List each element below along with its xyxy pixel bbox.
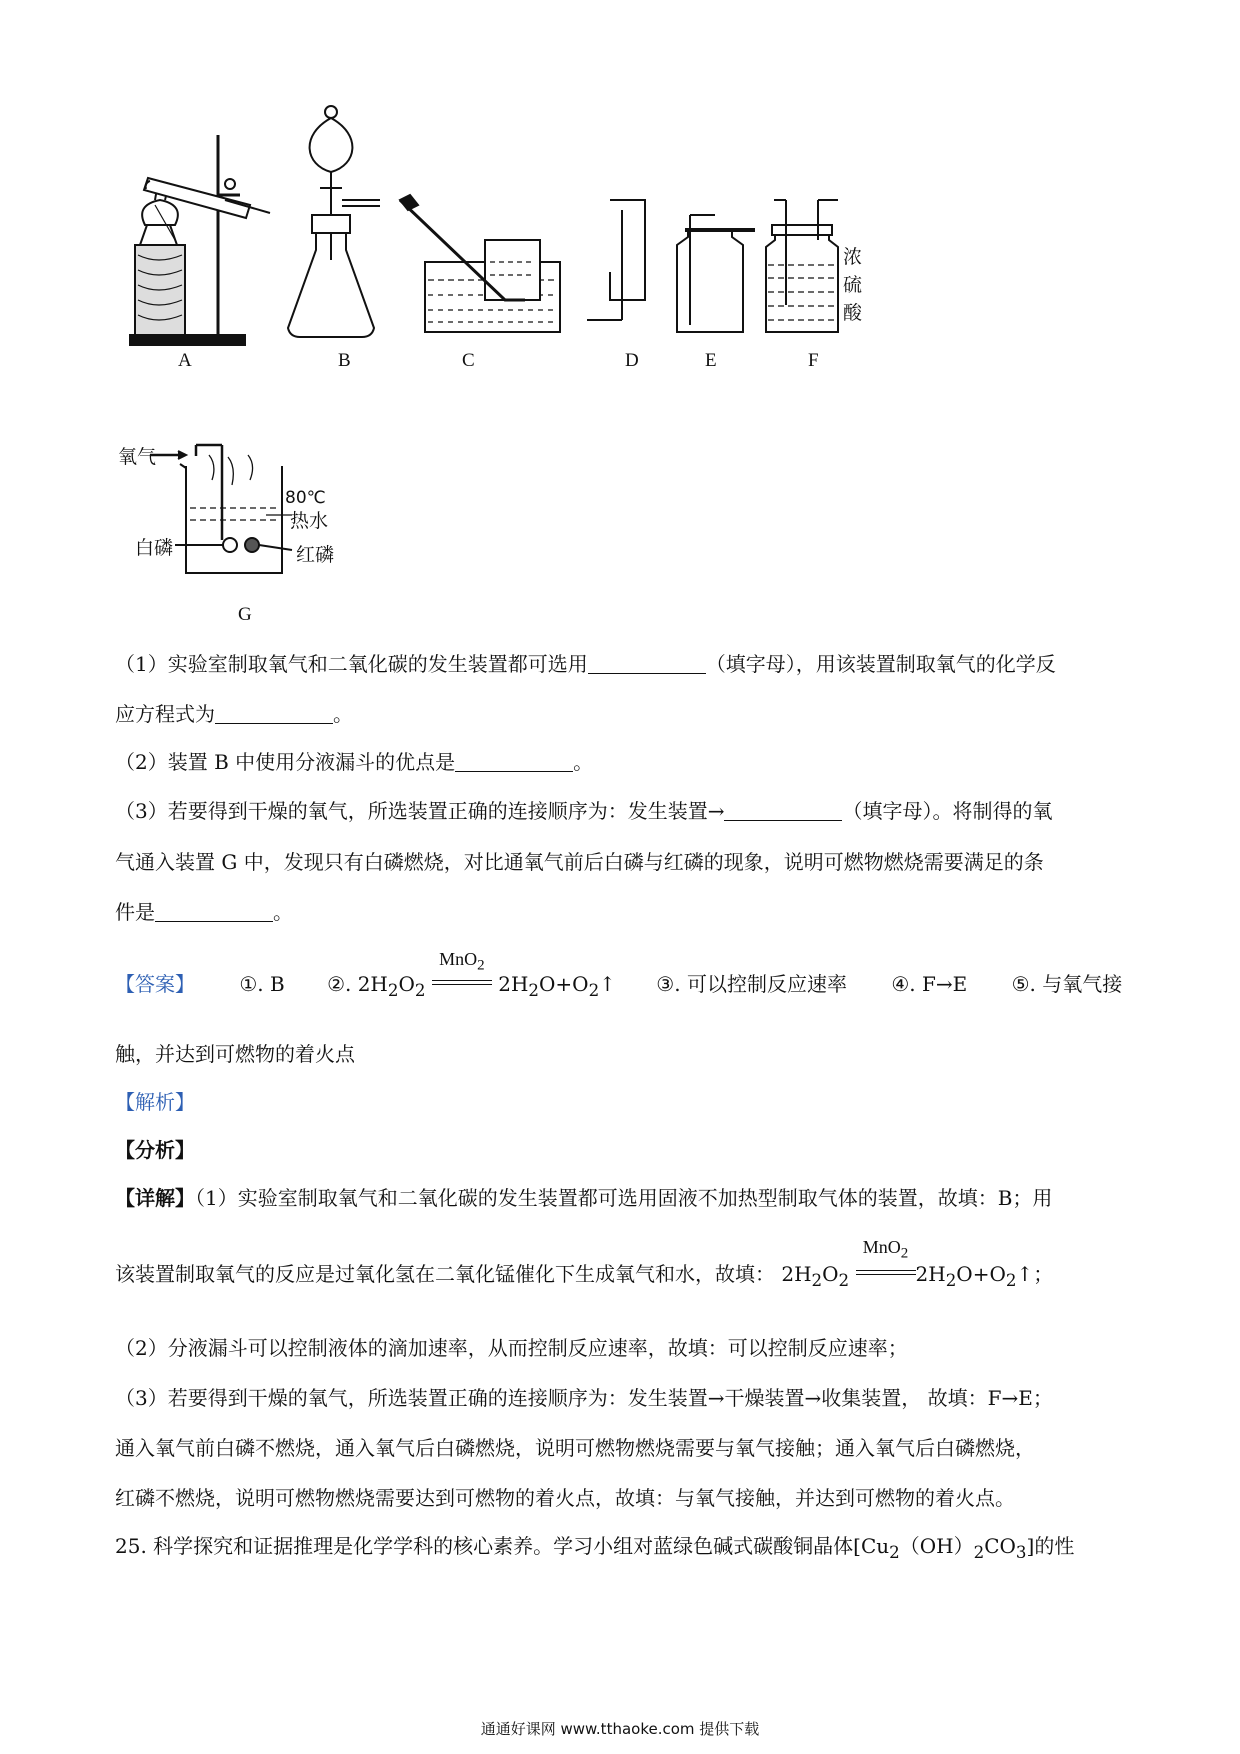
- q25-line: 25. 科学探究和证据推理是化学学科的核心素养。学习小组对蓝绿色碱式碳酸铜晶体$[Cu_2(OH)_2CO_3]$的性: [115, 1534, 1075, 1562]
- answer-5: ⑤. 与氧气接: [1011, 972, 1123, 996]
- apparatus-drawing: [0, 0, 1240, 620]
- answer-4: ④. F→E: [891, 972, 968, 996]
- q1-answer-blank-2: [215, 703, 333, 724]
- label-b: B: [338, 350, 351, 371]
- q1-line1: [115, 650, 1130, 678]
- fenxi-tag: 【分析】: [115, 1138, 195, 1162]
- q1-text-d: 。: [333, 702, 353, 726]
- apparatus-e-drawing: [677, 215, 755, 332]
- apparatus-a-drawing: [130, 135, 270, 345]
- q1-text-c: 应方程式为: [115, 702, 215, 726]
- q2-text-b: 。: [573, 750, 594, 774]
- detail-line-2: [115, 1237, 1130, 1295]
- q2-text-a: （2）装置 B 中使用分液漏斗的优点是: [115, 750, 456, 774]
- detail-line-4: [115, 1384, 1130, 1412]
- apparatus-figure: [0, 0, 1240, 625]
- apparatus-c-drawing: [400, 195, 560, 332]
- detail-text-1: （1）实验室制取氧气和二氧化碳的发生装置都可选用固液不加热型制取气体的装置，故填：B；用: [195, 1186, 1053, 1210]
- analysis-tag: 【解析】: [115, 1090, 195, 1114]
- f-side-text-3: 酸: [843, 302, 863, 324]
- g-white-p-label: 白磷: [135, 537, 174, 559]
- detail-equation-arrow: [856, 1237, 916, 1281]
- detail-equation: $2H_2O_2$ MnO$_2$ $2H_2O+O_2↑$；: [781, 1262, 1053, 1286]
- footer: 通通好课网 www.tthaoke.com 提供下载: [480, 1720, 760, 1738]
- q1-text-b: （填字母），用该装置制取氧气的化学反: [705, 652, 1056, 676]
- detail-line-1: [115, 1184, 1130, 1212]
- detail-line-3: [115, 1334, 1130, 1362]
- q3-answer-blank-1: [724, 800, 842, 821]
- label-c: C: [462, 350, 475, 371]
- apparatus-b-drawing: [288, 106, 380, 337]
- answer-1: ①. B: [239, 972, 285, 996]
- q3-line2: [115, 848, 1130, 876]
- detail-tag: 【详解】: [115, 1186, 195, 1210]
- q3-answer-blank-2: [155, 901, 273, 922]
- q2-answer-blank: [455, 751, 573, 772]
- label-g: G: [238, 604, 252, 625]
- q1-answer-blank-1: [588, 653, 706, 674]
- q2-line: [115, 748, 1130, 776]
- f-side-text-2: 硫: [843, 274, 863, 296]
- q25-text: 25. 科学探究和证据推理是化学学科的核心素养。学习小组对蓝绿色碱式碳酸铜晶体[Cu: [115, 1534, 890, 1558]
- g-temp-label: 80℃: [285, 488, 326, 508]
- answer-line: [115, 949, 1130, 1005]
- g-red-p-label: 红磷: [296, 544, 335, 566]
- label-d: D: [625, 350, 639, 371]
- answer-3: ③. 可以控制反应速率: [656, 972, 847, 996]
- q3-text-e: 。: [273, 900, 293, 924]
- q3-line1: [115, 797, 1130, 825]
- q25-text-end: CO: [984, 1534, 1016, 1558]
- g-gas-in-label: 氧气: [118, 446, 157, 468]
- answer-line-2: [115, 1040, 1130, 1068]
- detail-text-5: 红磷不燃烧，说明可燃物燃烧需要达到可燃物的着火点，故填：与氧气接触，并达到可燃物的着火点。: [115, 1486, 1015, 1510]
- f-side-text-1: 浓: [843, 246, 863, 268]
- q1-text-a: （1）实验室制取氧气和二氧化碳的发生装置都可选用: [115, 652, 588, 676]
- detail-equation-catalyst: MnO$_2$: [862, 1237, 909, 1262]
- q3-line3: [115, 898, 1130, 926]
- q1-line2: [115, 700, 1130, 728]
- q25-text-mid: （OH）: [899, 1534, 974, 1558]
- apparatus-f-drawing: [766, 200, 838, 332]
- detail-text-4: 通入氧气前白磷不燃烧，通入氧气后白磷燃烧，说明可燃物燃烧需要与氧气接触；通入氧气后白磷燃烧，: [115, 1436, 1035, 1460]
- q25-text-tail: ]的性: [1026, 1534, 1075, 1558]
- q3-text-c: 气通入装置 G 中，发现只有白磷燃烧，对比通氧气前后白磷与红磷的现象，说明可燃物燃烧需要满足的条: [115, 850, 1044, 874]
- detail-text-3: （3）若要得到干燥的氧气，所选装置正确的连接顺序为：发生装置→干燥装置→收集装置， 故填：F→E；: [115, 1386, 1053, 1410]
- answer-5-cont: 触，并达到可燃物的着火点: [115, 1042, 355, 1066]
- q3-text-b: （填字母）。将制得的氧: [842, 799, 1053, 823]
- label-f: F: [808, 350, 819, 371]
- detail-text-2: （2）分液漏斗可以控制液体的滴加速率，从而控制反应速率，故填：可以控制反应速率；: [115, 1336, 908, 1360]
- label-a: A: [178, 350, 192, 371]
- answer-2: ②. $2H_2O_2$ MnO$_2$ $2H_2O+O_2↑$: [327, 972, 622, 996]
- q3-text-d: 件是: [115, 900, 155, 924]
- detail-line-6: [115, 1484, 1130, 1512]
- analysis-tag-line: [115, 1088, 1130, 1116]
- detail-text-1b: 该装置制取氧气的反应是过氧化氢在二氧化锰催化下生成氧气和水，故填：: [115, 1262, 775, 1286]
- g-water-label: 热水: [290, 510, 329, 532]
- q3-text-a: （3）若要得到干燥的氧气，所选装置正确的连接顺序为：发生装置→: [115, 799, 725, 823]
- apparatus-d-drawing: [587, 200, 645, 320]
- label-e: E: [705, 350, 717, 371]
- fenxi-line: [115, 1136, 1130, 1164]
- answer-2-arrow: [432, 949, 492, 991]
- answer-2-catalyst: MnO$_2$: [439, 949, 485, 974]
- answer-tag: 【答案】: [115, 972, 195, 996]
- detail-line-5: [115, 1434, 1130, 1462]
- answer-2-prefix: ②. 2H: [327, 972, 388, 996]
